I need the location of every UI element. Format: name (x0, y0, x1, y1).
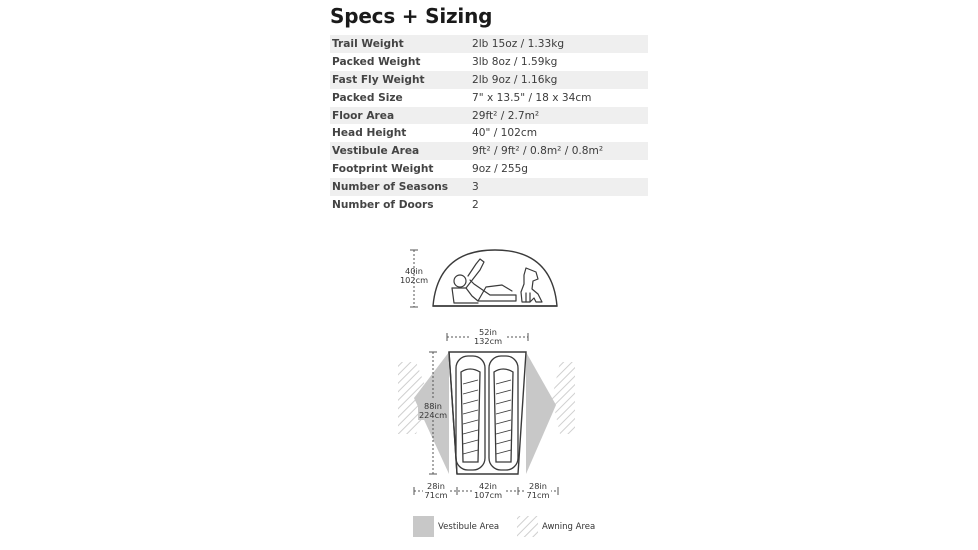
spec-value: 3 (470, 178, 648, 196)
spec-value: 2lb 9oz / 1.16kg (470, 71, 648, 89)
spec-value: 3lb 8oz / 1.59kg (472, 55, 558, 68)
spec-value: 9ft² / 9ft² / 0.8m² / 0.8m² (470, 142, 648, 160)
vestibule-area-right (526, 352, 556, 474)
spec-value: 2lb 15oz / 1.33kg (470, 35, 648, 53)
length-cm-label: 224cm (418, 410, 448, 420)
page-title: Specs + Sizing (330, 4, 493, 28)
floor-plan (398, 327, 575, 500)
spec-label: Head Height (332, 127, 407, 140)
spec-value: 29ft² / 2.7m² (470, 107, 648, 125)
dog-icon (521, 268, 542, 302)
top-width-in-label: 52in (479, 327, 497, 337)
spec-label: Packed Size (332, 91, 403, 104)
awning-area-right (552, 362, 575, 434)
spec-label: Fast Fly Weight (330, 71, 470, 89)
vestibule-right-cm-label: 71cm (526, 490, 550, 500)
spec-value: 40" / 102cm (472, 127, 538, 140)
bottom-width-in-label: 42in (479, 481, 497, 491)
legend-vestibule-label: Vestibule Area (438, 522, 500, 532)
bottom-width-cm-label: 107cm (473, 490, 503, 500)
spec-value: 9oz / 255g (472, 163, 529, 176)
spec-label: Floor Area (330, 107, 470, 125)
spec-label: Trail Weight (330, 35, 470, 53)
spec-label: Vestibule Area (330, 142, 470, 160)
person-icon (452, 259, 516, 303)
legend-awning-swatch (517, 516, 538, 537)
spec-label: Number of Seasons (330, 178, 470, 196)
height-cm-label: 102cm (399, 275, 429, 285)
spec-value: 7" x 13.5" / 18 x 34cm (472, 91, 592, 104)
height-in-label: 40in (405, 266, 423, 276)
spec-value: 2 (472, 198, 479, 211)
legend (413, 516, 595, 537)
spec-label: Packed Weight (332, 55, 421, 68)
tent-floor-outline (449, 352, 526, 474)
tent-dome-outline (433, 250, 557, 306)
legend-vestibule-swatch (413, 516, 434, 537)
legend-awning-label: Awning Area (542, 522, 596, 532)
vestibule-right-in-label: 28in (529, 481, 547, 491)
vestibule-left-in-label: 28in (427, 481, 445, 491)
spec-label: Footprint Weight (332, 163, 434, 176)
side-profile (400, 250, 557, 307)
top-width-cm-label: 132cm (473, 336, 503, 346)
spec-label: Number of Doors (332, 198, 434, 211)
length-in-label: 88in (424, 401, 442, 411)
vestibule-left-cm-label: 71cm (424, 490, 448, 500)
